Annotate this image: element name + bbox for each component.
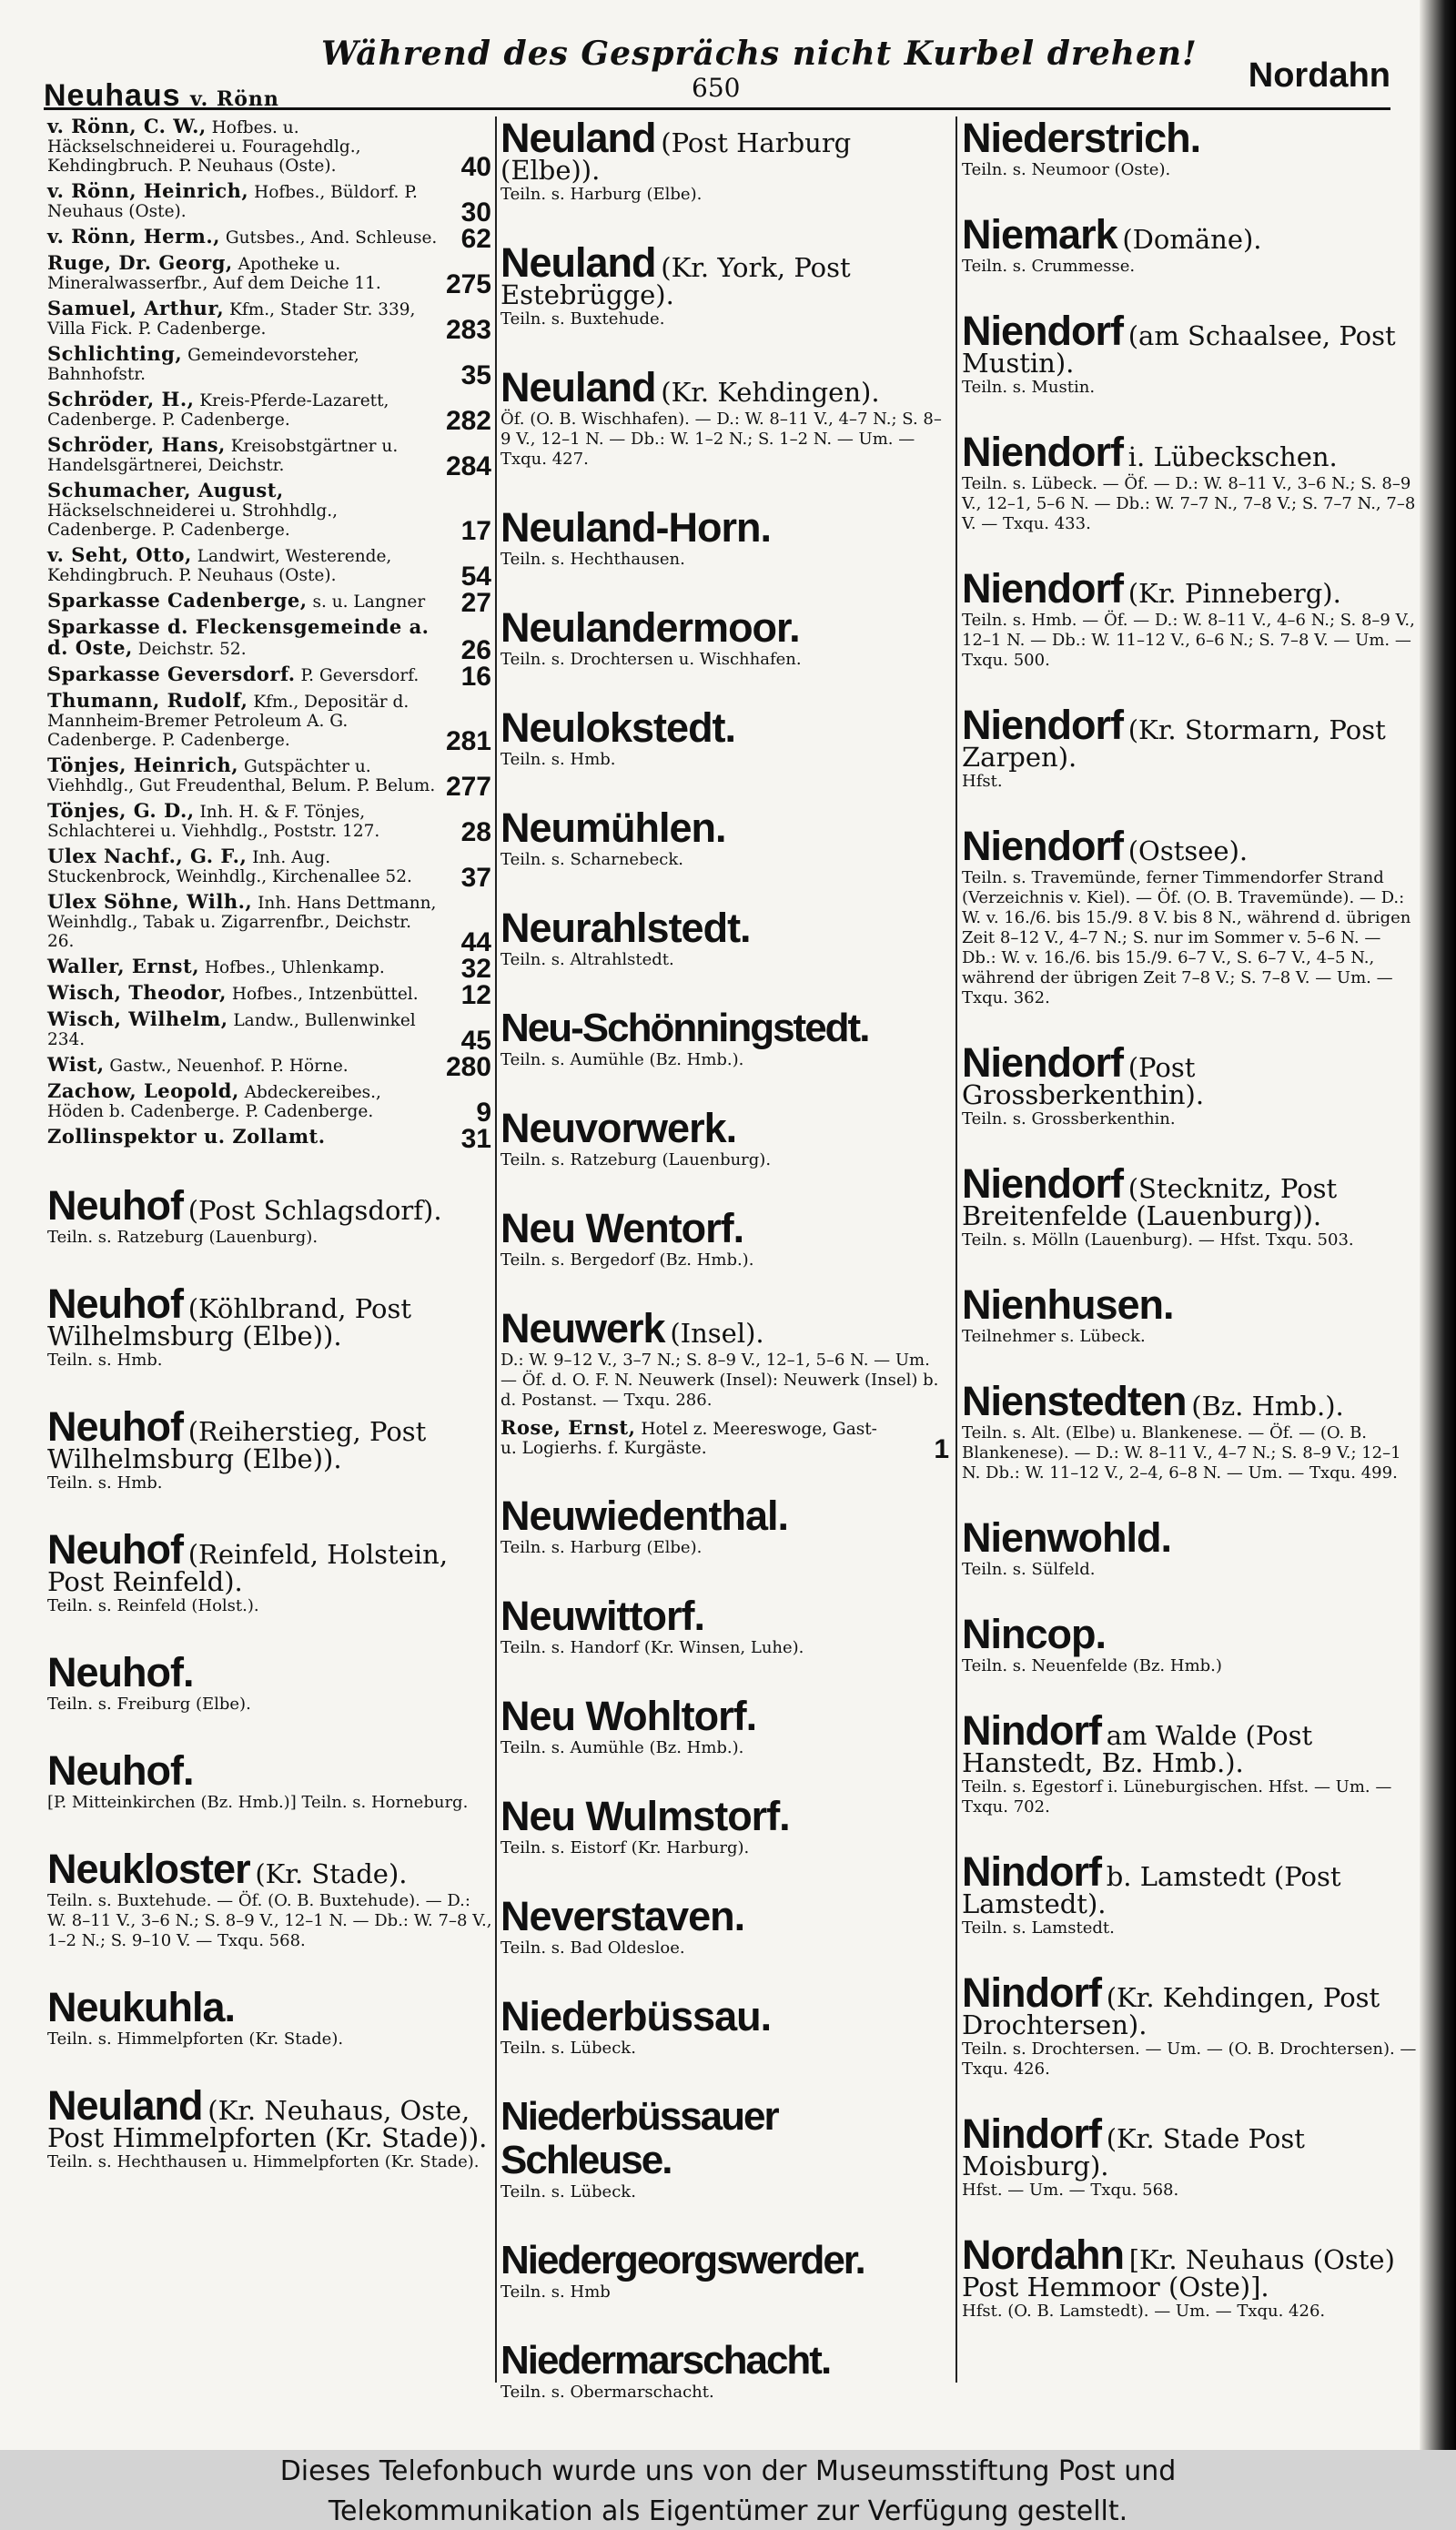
place-name: Niederbüssau. [500, 1993, 772, 2039]
subscriber-name: Sparkasse Cadenberge, [47, 589, 308, 612]
place-entry [962, 309, 1417, 398]
subscriber-name: v. Rönn, Heinrich, [47, 179, 249, 202]
place-details: Hfst. [962, 772, 1003, 791]
subscriber-name: Thumann, Rudolf, [47, 689, 248, 712]
footer-notice [0, 2450, 1456, 2530]
place-qualifier: (Kr. Stade Post Moisburg). [962, 2123, 1305, 2181]
place-details: Teiln. s. Bergedorf (Bz. Hmb.). [500, 1250, 754, 1270]
place-details: Teiln. s. Lamstedt. [962, 1918, 1115, 1938]
place-entry [47, 1651, 493, 1715]
place-entry [500, 2239, 951, 2302]
place-entry [500, 1795, 951, 1858]
subscriber-details: Inh. Hans Dettmann, Weinhdlg., Tabak u. Zigarrenfbr., Deichstr. 26. [47, 894, 437, 951]
subscriber-name: Schlichting, [47, 342, 183, 365]
phone-number: 27 [460, 588, 491, 618]
place-entry [500, 1695, 951, 1758]
place-qualifier: (Ostsee). [1127, 835, 1249, 866]
header-left-word: Neuhaus [44, 78, 181, 113]
subscriber-entry [47, 388, 493, 436]
place-entry [500, 366, 951, 470]
phone-number: 16 [460, 662, 491, 692]
place-details: Teiln. s. Ratzeburg (Lauenburg). [500, 1150, 772, 1169]
place-qualifier: (Kr. Neuhaus, Oste, Post Himmelpforten (Kr. Stade)). [47, 2095, 488, 2153]
place-details: Teiln. s. Harburg (Elbe). [500, 185, 703, 204]
subscriber-details: Häckselschneiderei u. Strohhdlg., Cadenberge. P. Cadenberge. [47, 501, 338, 540]
place-details: Teiln. s. Hmb [500, 2282, 611, 2302]
place-details: Teiln. s. Aumühle (Bz. Hmb.). [500, 1738, 744, 1757]
phone-number: 37 [460, 863, 491, 893]
header-left-small: v. Rönn [190, 87, 279, 111]
phone-number: 277 [445, 772, 491, 802]
subscriber-details: Deichstr. 52. [137, 640, 247, 659]
place-details: Teiln. s. Himmelpforten (Kr. Stade). [47, 2029, 344, 2049]
phone-number: 35 [460, 360, 491, 390]
subscriber-entry [47, 479, 493, 546]
place-details: Teiln. s. Hmb. [47, 1351, 163, 1370]
place-name: Nindorf [962, 1707, 1101, 1754]
header-motto: Während des Gesprächs nicht Kurbel drehen! [321, 35, 1198, 73]
place-details: [P. Mitteinkirchen (Bz. Hmb.)] Teiln. s. Horneburg. [47, 1793, 469, 1812]
subscriber-details: Apotheke u. Mineralwasserfbr., Auf dem Deiche 11. [47, 255, 381, 293]
place-qualifier: (Kr. Kehdingen). [661, 377, 880, 408]
place-details: D.: W. 9–12 V., 3–7 N.; S. 8–9 V., 12–1, 5–6 N. — Um. — Öf. d. O. F. N. Neuwerk (Insel): Neuwerk (Insel) b. d. Postanst. — Txqu. 286. [500, 1351, 939, 1410]
place-entry [47, 1847, 493, 1951]
subscriber-name: Zachow, Leopold, [47, 1079, 239, 1102]
place-name: Neu-Schönningstedt. [500, 1006, 869, 1050]
place-details: Teiln. s. Scharnebeck. [500, 850, 683, 869]
subscriber-entry [47, 297, 493, 345]
place-details: Teiln. s. Lübeck. [500, 2182, 636, 2201]
place-entry [500, 116, 951, 205]
place-name: Niedergeorgswerder. [500, 2238, 864, 2282]
place-entry [962, 1850, 1417, 1938]
place-details: Teiln. s. Drochtersen u. Wischhafen. [500, 650, 802, 669]
subscriber-details: Gastw., Neuenhof. P. Hörne. [109, 1057, 349, 1076]
place-name: Neuhof [47, 1182, 183, 1229]
place-entry [962, 116, 1417, 180]
place-details: Hfst. (O. B. Lamstedt). — Um. — Txqu. 426. [962, 2302, 1326, 2321]
subscriber-name: Zollinspektor u. Zollamt. [47, 1125, 326, 1148]
place-qualifier: (Kr. Kehdingen, Post Drochtersen). [962, 1982, 1380, 2040]
place-details: Teiln. s. Freiburg (Elbe). [47, 1695, 251, 1714]
place-details: Teiln. s. Lübeck. — Öf. — D.: W. 8–11 V., 3–6 N.; S. 8–9 V., 12–1, 5–6 N. — Db.: W. 7–7 N., 7–8 V.; S. 7–7 N., 7–8 V. — Txqu. 433. [962, 474, 1416, 533]
place-qualifier: b. Lamstedt (Post Lamstedt). [962, 1861, 1341, 1919]
subscriber-details: Hofbes., Büldorf. P. Neuhaus (Oste). [47, 183, 418, 221]
place-entry [500, 1995, 951, 2059]
place-entry [500, 2339, 951, 2403]
place-name: Neulandermoor. [500, 604, 800, 651]
place-details: Teiln. s. Grossberkenthin. [962, 1109, 1176, 1128]
subscriber-name: Wist, [47, 1053, 105, 1076]
place-entry [500, 241, 951, 329]
place-name: Neu Wentorf. [500, 1205, 744, 1251]
place-entry [962, 1283, 1417, 1347]
subscriber-name: Sparkasse d. Fleckensgemeinde a. d. Oste, [47, 615, 430, 659]
subscriber-name: Ulex Nachf., G. F., [47, 845, 248, 867]
phone-number: 275 [445, 269, 491, 299]
place-entry [500, 506, 951, 570]
subscriber-entry [47, 342, 493, 390]
subscriber-name: Schröder, Hans, [47, 433, 226, 456]
place-details: Teiln. s. Hechthausen. [500, 550, 685, 569]
place-name: Neuland [500, 115, 656, 161]
phone-number: 40 [460, 152, 491, 182]
subscriber-details: Landwirt, Westerende, Kehdingbruch. P. Neuhaus (Oste). [47, 547, 392, 585]
place-details: Teiln. s. Buxtehude. — Öf. (O. B. Buxtehude). — D.: W. 8–11 V., 3–6 N.; S. 8–9 V., 12–1 N. — Db.: W. 7–8 V., 1–2 N.; S. 9–10 V. — Txqu. 568. [47, 1891, 492, 1950]
phone-number: 62 [460, 224, 491, 254]
place-qualifier: (Reiherstieg, Post Wilhelmsburg (Elbe)). [47, 1416, 427, 1474]
subscriber-name: v. Seht, Otto, [47, 543, 192, 566]
place-name: Niendorf [962, 429, 1123, 475]
place-entry [500, 1594, 951, 1658]
place-entry [500, 606, 951, 670]
place-entry [962, 1613, 1417, 1676]
place-entry [500, 1895, 951, 1958]
subscriber-entry [47, 689, 493, 756]
phone-number: 54 [460, 562, 491, 592]
place-name: Niendorf [962, 1160, 1123, 1207]
subscriber-details: Gemeindevorsteher, Bahnhofstr. [47, 346, 359, 384]
subscriber-details: Abdeckereibes., Höden b. Cadenberge. P. Cadenberge. [47, 1083, 381, 1121]
footer-line-1: Dieses Telefonbuch wurde uns von der Museumsstiftung Post und [279, 2455, 1177, 2487]
place-name: Niederbüssauer Schleuse. [500, 2094, 778, 2182]
place-qualifier: (Köhlbrand, Post Wilhelmsburg (Elbe)). [47, 1293, 412, 1351]
place-name: Neuhof [47, 1280, 183, 1327]
phone-number: 284 [445, 451, 491, 481]
subscriber-entry [47, 1007, 493, 1056]
place-details: Teiln. s. Hechthausen u. Himmelpforten (Kr. Stade). [47, 2152, 480, 2171]
header-rule [44, 107, 1390, 110]
subscriber-details: Hotel z. Meereswoge, Gast- u. Logierhs. f. Kurgäste. [500, 1420, 877, 1458]
place-name: Neuvorwerk. [500, 1105, 737, 1151]
place-details: Teiln. s. Bad Oldesloe. [500, 1938, 685, 1958]
subscriber-details: Inh. Aug. Stuckenbrock, Weinhdlg., Kirchenallee 52. [47, 848, 412, 886]
column-spacer [47, 1153, 493, 1184]
place-entry [962, 703, 1417, 792]
phone-number: 1 [934, 1434, 949, 1464]
subscriber-name: v. Rönn, C. W., [47, 115, 207, 137]
place-details: Teiln. s. Hmb. [47, 1473, 163, 1493]
subscriber-name: v. Rönn, Herm., [47, 225, 220, 248]
footer-line-2: Telekommunikation als Eigentümer zur Verfügung gestellt. [328, 2495, 1128, 2527]
subscriber-entry [47, 890, 493, 957]
phone-number: 44 [460, 927, 491, 957]
column-3 [962, 116, 1417, 2354]
phone-number: 281 [445, 726, 491, 756]
place-name: Neuland [500, 364, 656, 410]
place-details: Teiln. s. Sülfeld. [962, 1560, 1096, 1579]
place-qualifier: (Kr. Pinneberg). [1127, 578, 1341, 609]
place-entry [962, 567, 1417, 671]
column-2 [500, 116, 951, 2439]
place-name: Niendorf [962, 702, 1123, 748]
place-name: Neuland-Horn. [500, 504, 771, 551]
subscriber-entry [47, 615, 493, 665]
place-name: Niemark [962, 211, 1117, 258]
subscriber-entry [47, 954, 493, 984]
place-entry [500, 1307, 951, 1411]
column-1 [47, 116, 493, 2207]
subscriber-details: Inh. H. & F. Tönjes, Schlachterei u. Viehhdlg., Poststr. 127. [47, 803, 380, 841]
place-name: Neuland [47, 2082, 203, 2129]
place-qualifier: am Walde (Post Hanstedt, Bz. Hmb.). [962, 1720, 1313, 1778]
place-qualifier: (Bz. Hmb.). [1191, 1391, 1344, 1422]
place-details: Teilnehmer s. Lübeck. [962, 1327, 1146, 1346]
place-qualifier: [Kr. Neuhaus (Oste) Post Hemmoor (Oste)]. [962, 2244, 1395, 2302]
subscriber-details: Kfm., Depositär d. Mannheim-Bremer Petroleum A. G. Cadenberge. P. Cadenberge. [47, 693, 410, 750]
subscriber-details: Hofbes. u. Häckselschneiderei u. Fouragehdlg., Kehdingbruch. P. Neuhaus (Oste). [47, 118, 361, 176]
place-name: Niendorf [962, 1039, 1123, 1086]
place-name: Nienhusen. [962, 1281, 1174, 1328]
subscriber-entry [500, 1416, 951, 1464]
place-entry [47, 1282, 493, 1371]
place-entry [500, 1107, 951, 1170]
phone-number: 28 [460, 817, 491, 847]
phone-number: 283 [445, 315, 491, 345]
place-qualifier: (Post Grossberkenthin). [962, 1052, 1205, 1110]
subscriber-name: Wisch, Wilhelm, [47, 1007, 228, 1030]
place-qualifier: (Post Harburg (Elbe)). [500, 127, 852, 186]
place-name: Niendorf [962, 565, 1123, 612]
subscriber-entry [47, 662, 493, 692]
page-number: 650 [692, 73, 741, 103]
place-details: Teiln. s. Buxtehude. [500, 309, 665, 329]
subscriber-details: Gutsbes., And. Schleuse. [225, 228, 438, 248]
place-details: Teiln. s. Eistorf (Kr. Harburg). [500, 1838, 750, 1857]
place-qualifier: (Reinfeld, Holstein, Post Reinfeld). [47, 1539, 449, 1597]
place-details: Teiln. s. Crummesse. [962, 257, 1136, 276]
place-details: Teiln. s. Harburg (Elbe). [500, 1538, 703, 1557]
place-details: Teiln. s. Mustin. [962, 378, 1096, 397]
place-name: Neverstaven. [500, 1893, 745, 1939]
place-name: Neuwiedenthal. [500, 1493, 789, 1539]
place-entry [962, 213, 1417, 277]
place-entry [500, 906, 951, 970]
place-details: Teiln. s. Hmb. [500, 750, 616, 769]
subscriber-entry [47, 980, 493, 1010]
place-name: Nindorf [962, 1848, 1101, 1895]
place-details: Teiln. s. Egestorf i. Lüneburgischen. Hfst. — Um. — Txqu. 702. [962, 1777, 1392, 1817]
place-entry [962, 1516, 1417, 1580]
place-details: Teiln. s. Drochtersen. — Um. — (O. B. Drochtersen). — Txqu. 426. [962, 2039, 1417, 2079]
subscriber-details: Landw., Bullenwinkel 234. [47, 1011, 416, 1049]
place-name: Neurahlstedt. [500, 905, 751, 951]
place-entry [500, 1007, 951, 1070]
subscriber-details: Hofbes., Uhlenkamp. [204, 958, 385, 977]
phone-number: 32 [460, 954, 491, 984]
subscriber-name: Tönjes, Heinrich, [47, 754, 239, 776]
page-header [44, 35, 1390, 113]
place-entry [47, 1749, 493, 1813]
place-name: Neu Wohltorf. [500, 1693, 757, 1739]
place-entry [500, 2095, 951, 2202]
place-entry [962, 825, 1417, 1008]
place-name: Nindorf [962, 2110, 1101, 2157]
place-name: Nincop. [962, 1611, 1106, 1657]
subscriber-entry [47, 115, 493, 182]
place-details: Teiln. s. Travemünde, ferner Timmendorfer Strand (Verzeichnis v. Kiel). — Öf. (O. B. Travemünde). — D.: W. v. 16./6. bis 15./9. 8 V. bis 8 N., während d. übrigen Zeit 8–12 V., 4–7 N.; S. nur im Sommer v. 5–6 N. — Db.: W. v. 16./6. bis 15./9. 6–7 V., S. 6–7 V., 4–5 N., während der übrigen Zeit 7–8 V.; S. 7–8 V. — Um. — Txqu. 362. [962, 868, 1411, 1007]
place-details: Teiln. s. Obermarschacht. [500, 2383, 714, 2402]
subscriber-entry [47, 1079, 493, 1128]
subscriber-details: Hofbes., Intzenbüttel. [231, 985, 419, 1004]
place-entry [47, 1405, 493, 1493]
place-name: Neuhof. [47, 1747, 194, 1794]
subscriber-entry [47, 179, 493, 228]
subscriber-name: Schröder, H., [47, 388, 195, 410]
place-details: Teiln. s. Aumühle (Bz. Hmb.). [500, 1050, 744, 1069]
phone-number: 12 [460, 980, 491, 1010]
place-details: Teiln. s. Reinfeld (Holst.). [47, 1596, 259, 1615]
column-divider [956, 116, 957, 2383]
place-entry [962, 1380, 1417, 1483]
column-divider [495, 116, 497, 2383]
place-name: Neuhof. [47, 1649, 194, 1695]
place-name: Neuhof [47, 1526, 183, 1573]
subscriber-entry [47, 799, 493, 847]
place-entry [500, 1207, 951, 1270]
subscriber-entry [47, 1052, 493, 1082]
place-entry [962, 1162, 1417, 1250]
place-entry [500, 706, 951, 770]
place-name: Nordahn [962, 2231, 1124, 2278]
place-entry [47, 1986, 493, 2049]
place-qualifier: (Insel). [670, 1318, 764, 1349]
place-name: Nienstedten [962, 1378, 1187, 1424]
place-details: Hfst. — Um. — Txqu. 568. [962, 2181, 1179, 2200]
place-name: Neu Wulmstorf. [500, 1793, 790, 1839]
subscriber-name: Sparkasse Geversdorf. [47, 663, 296, 685]
subscriber-entry [47, 251, 493, 299]
place-qualifier: (Kr. Stade). [255, 1858, 408, 1889]
subscriber-entry [47, 1124, 493, 1154]
phone-number: 26 [460, 635, 491, 665]
place-entry [962, 1971, 1417, 2080]
phone-number: 9 [476, 1098, 491, 1128]
place-name: Nindorf [962, 1969, 1101, 2016]
place-details: Teiln. s. Mölln (Lauenburg). — Hfst. Txqu. 503. [962, 1230, 1354, 1250]
phone-number: 17 [460, 516, 491, 546]
place-qualifier: (Kr. Stormarn, Post Zarpen). [962, 714, 1386, 773]
place-details: Teiln. s. Neumoor (Oste). [962, 160, 1171, 179]
subscriber-details: s. u. Langner [312, 592, 426, 612]
subscriber-details: Kreis-Pferde-Lazarett, Cadenberge. P. Cadenberge. [47, 391, 389, 430]
place-entry [962, 430, 1417, 534]
place-details: Teiln. s. Alt. (Elbe) u. Blankenese. — Öf. — (O. B. Blankenese). — D.: W. 8–11 V., 4–7 N.; S. 8–9 V.; 12–1 N. Db.: W. 11–12 V., 2–4, 6–8 N. — Um. — Txqu. 499. [962, 1423, 1401, 1483]
place-entry [500, 806, 951, 870]
place-name: Neuhof [47, 1403, 183, 1450]
place-name: Neumühlen. [500, 805, 726, 851]
place-name: Nienwohld. [962, 1514, 1171, 1561]
subscriber-details: Kreisobstgärtner u. Handelsgärtnerei, Deichstr. [47, 437, 399, 475]
subscriber-entry [47, 543, 493, 592]
place-entry [962, 1709, 1417, 1817]
place-details: Teiln. s. Ratzeburg (Lauenburg). [47, 1228, 318, 1247]
subscriber-entry [47, 754, 493, 802]
place-details: Teiln. s. Handorf (Kr. Winsen, Luhe). [500, 1638, 804, 1657]
subscriber-name: Rose, Ernst, [500, 1416, 636, 1439]
place-qualifier: (Kr. York, Post Estebrügge). [500, 252, 851, 310]
subscriber-name: Schumacher, August, [47, 479, 284, 501]
place-name: Neuwerk [500, 1305, 665, 1351]
place-details: Teiln. s. Altrahlstedt. [500, 950, 674, 969]
phone-number: 282 [445, 406, 491, 436]
place-details: Teiln. s. Hmb. — Öf. — D.: W. 8–11 V., 4–6 N.; S. 8–9 V., 12–1 N. — Db.: W. 11–12 V., 6–6 N.; S. 7–8 V. — Um. — Txqu. 500. [962, 611, 1415, 670]
place-name: Niendorf [962, 823, 1123, 869]
subscriber-entry [47, 224, 493, 254]
place-qualifier: (Domäne). [1122, 224, 1262, 255]
phone-number: 280 [445, 1052, 491, 1082]
place-details: Öf. (O. B. Wischhafen). — D.: W. 8–11 V., 4–7 N.; S. 8–9 V., 12–1 N. — Db.: W. 1–2 N.; S. 1–2 N. — Um. — Txqu. 427. [500, 410, 942, 469]
place-name: Neukuhla. [47, 1984, 236, 2030]
subscriber-details: P. Geversdorf. [300, 666, 420, 685]
place-name: Neukloster [47, 1846, 250, 1892]
subscriber-name: Wisch, Theodor, [47, 981, 227, 1004]
subscriber-entry [47, 588, 493, 618]
place-name: Neuwittorf. [500, 1593, 704, 1639]
place-qualifier: i. Lübeckschen. [1127, 441, 1338, 472]
place-qualifier: (Post Schlagsdorf). [187, 1195, 442, 1226]
subscriber-entry [47, 845, 493, 893]
place-details: Teiln. s. Neuenfelde (Bz. Hmb.) [962, 1656, 1222, 1675]
subscriber-name: Tönjes, G. D., [47, 799, 195, 822]
subscriber-name: Waller, Ernst, [47, 955, 200, 977]
place-entry [962, 2233, 1417, 2322]
place-details: Teiln. s. Lübeck. [500, 2039, 636, 2058]
place-name: Niedermarschacht. [500, 2338, 831, 2383]
phone-number: 30 [460, 197, 491, 228]
place-entry [47, 1184, 493, 1248]
subscriber-name: Samuel, Arthur, [47, 297, 225, 319]
place-name: Neuland [500, 239, 656, 286]
header-right-keyword: Nordahn [1248, 56, 1390, 95]
subscriber-name: Ulex Söhne, Wilh., [47, 890, 253, 913]
phone-number: 45 [460, 1026, 491, 1056]
place-qualifier: (Stecknitz, Post Breitenfelde (Lauenburg)). [962, 1173, 1338, 1231]
subscriber-details: Kfm., Stader Str. 339, Villa Fick. P. Cadenberge. [47, 300, 416, 339]
page-edge-shadow [1420, 0, 1456, 2450]
place-entry [962, 1041, 1417, 1129]
place-name: Niederstrich. [962, 115, 1201, 161]
place-qualifier: (am Schaalsee, Post Mustin). [962, 320, 1396, 379]
place-entry [500, 1494, 951, 1558]
phone-number: 31 [460, 1124, 491, 1154]
place-entry [47, 1528, 493, 1616]
place-entry [47, 2084, 493, 2172]
place-name: Neulokstedt. [500, 704, 736, 751]
place-entry [962, 2112, 1417, 2201]
subscriber-entry [47, 433, 493, 481]
place-name: Niendorf [962, 308, 1123, 354]
subscriber-name: Ruge, Dr. Georg, [47, 251, 233, 274]
subscriber-details: Gutspächter u. Viehhdlg., Gut Freudenthal, Belum. P. Belum. [47, 757, 436, 795]
